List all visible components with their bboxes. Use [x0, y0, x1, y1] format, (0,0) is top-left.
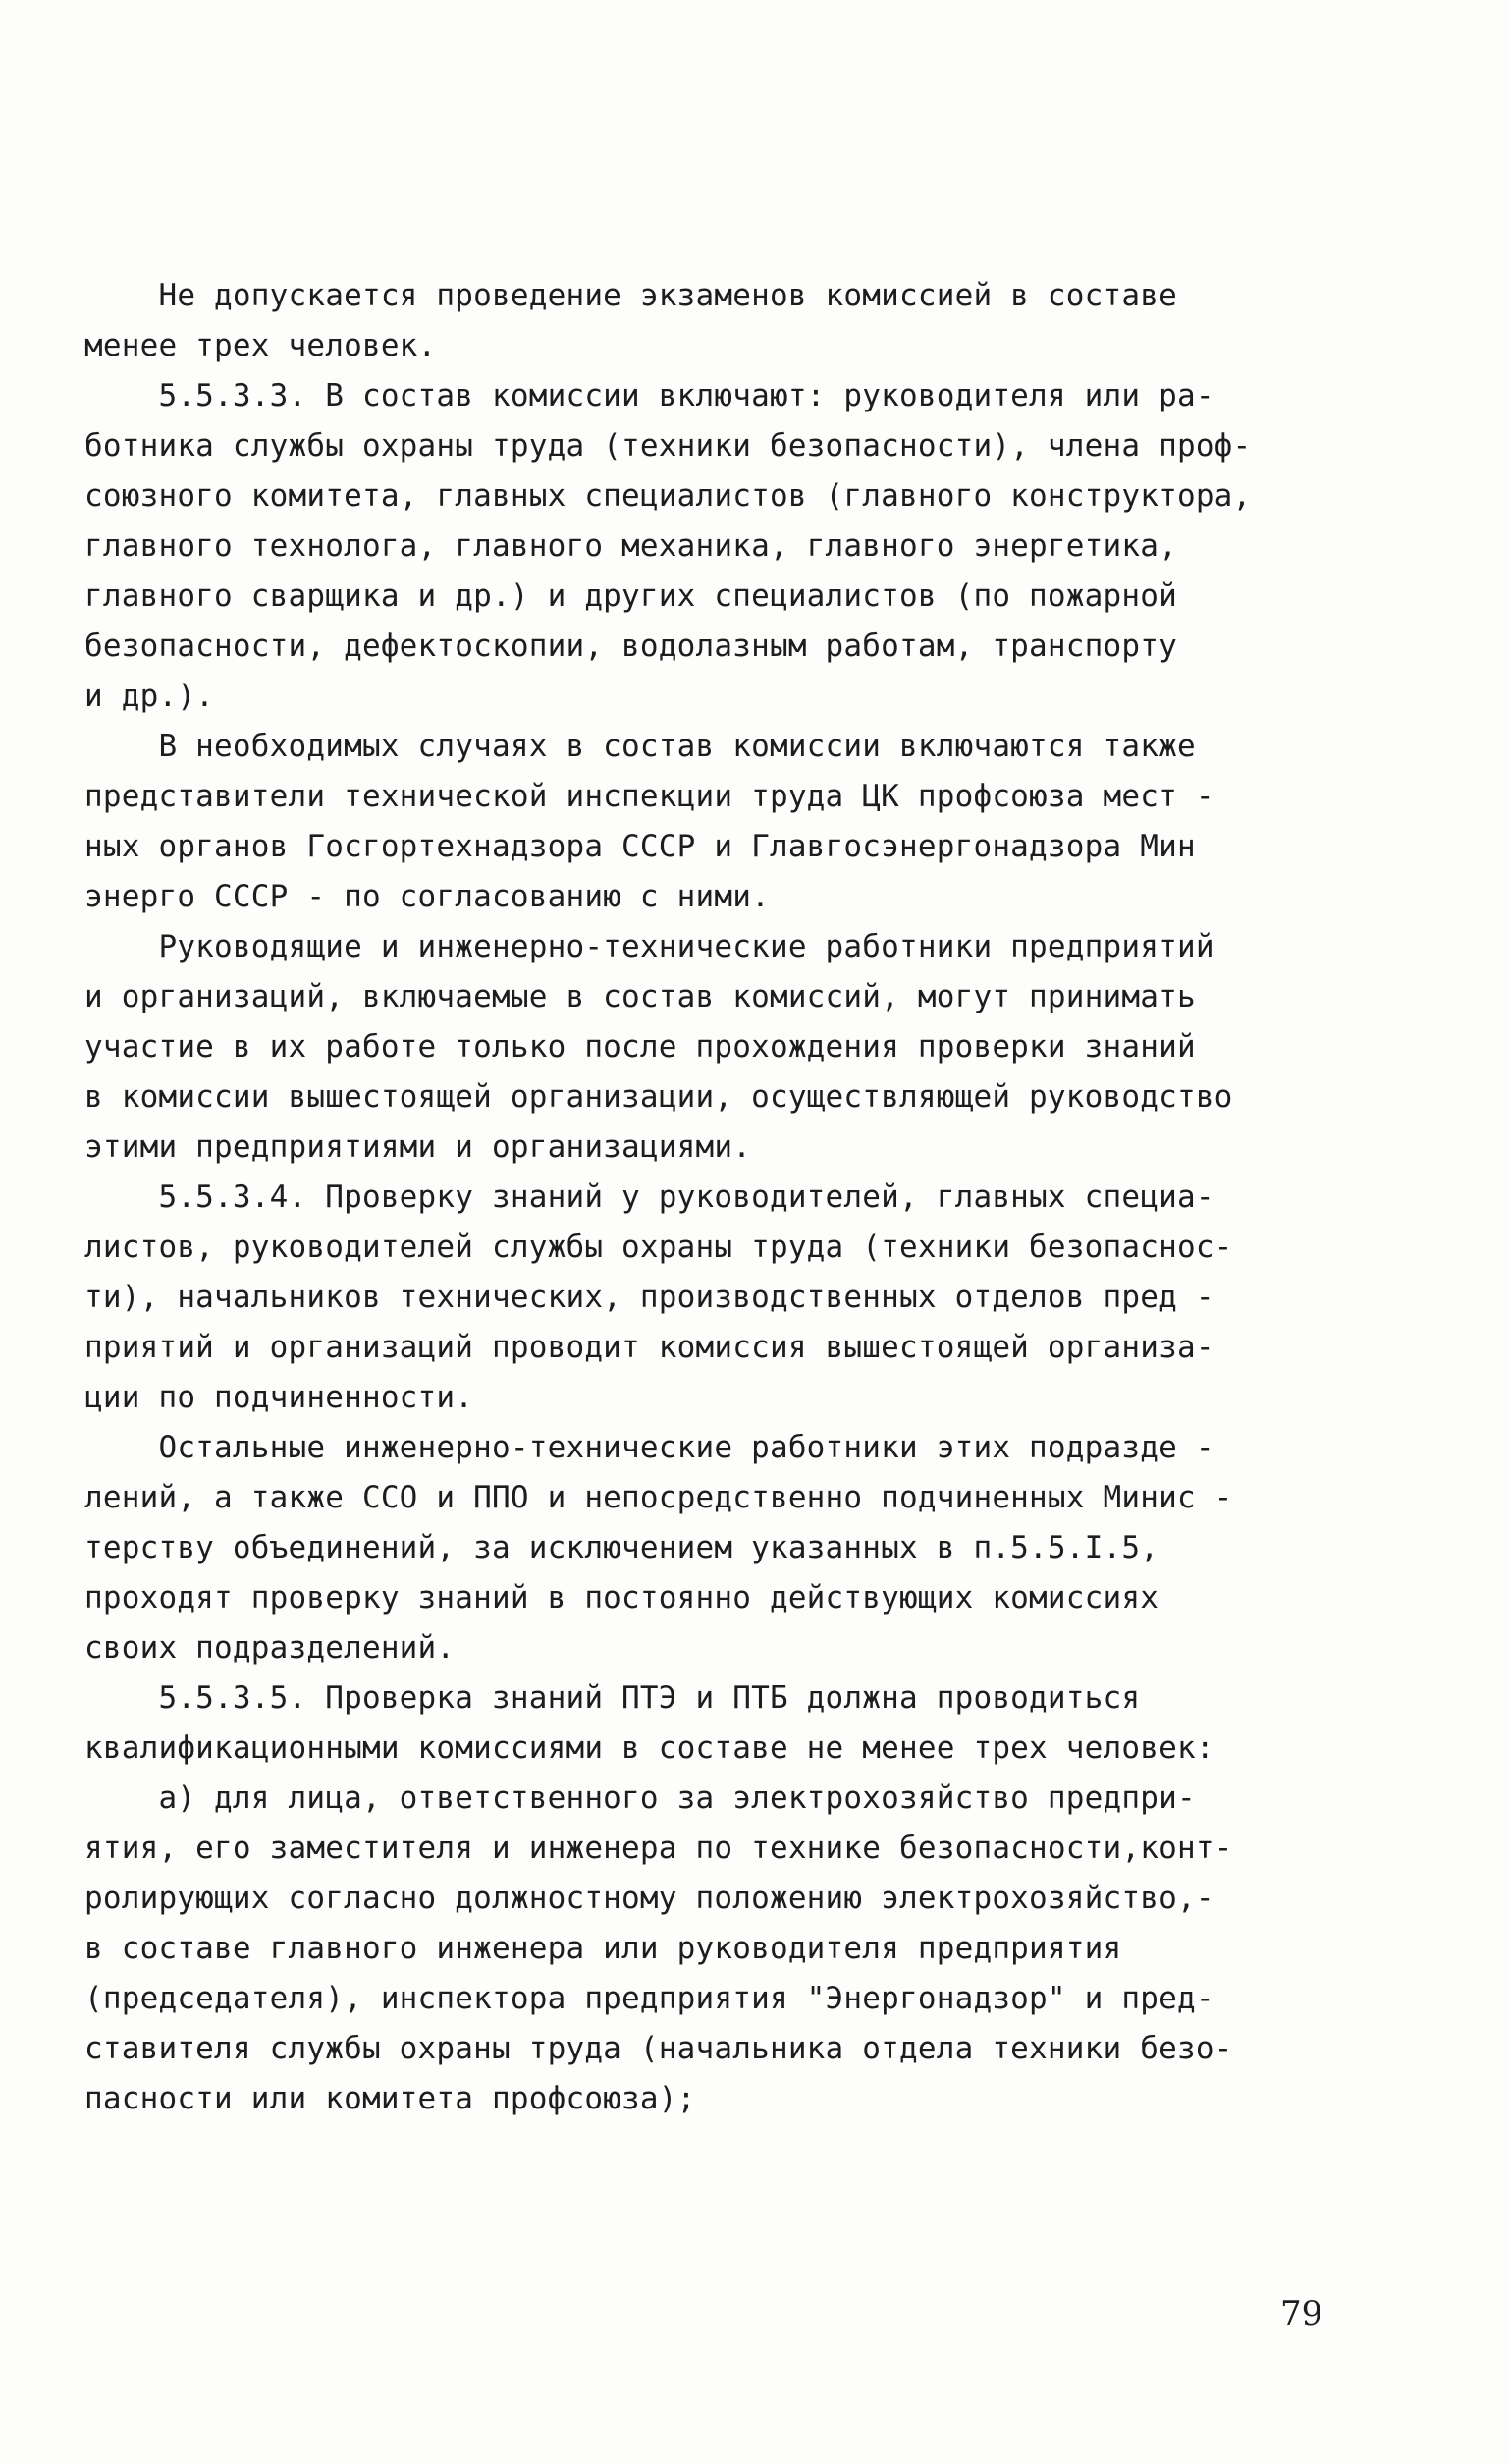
text-line: 5.5.3.5. Проверка знаний ПТЭ и ПТБ должна проводиться	[84, 1680, 1141, 1716]
text-line: этими предприятиями и организациями.	[84, 1129, 752, 1165]
text-line: 5.5.3.3. В состав комиссии включают: руководителя или ра-	[84, 378, 1214, 413]
text-line: и др.).	[84, 679, 215, 714]
text-line: энерго СССР - по согласованию с ними.	[84, 879, 770, 914]
text-line: в комиссии вышестоящей организации, осуществляющей руководство	[84, 1079, 1233, 1115]
text-line: Остальные инженерно-технические работники этих подразде -	[84, 1430, 1214, 1465]
text-line: ролирующих согласно должностному положению электрохозяйство,-	[84, 1881, 1214, 1916]
text-line: квалификационными комиссиями в составе не менее трех человек:	[84, 1730, 1214, 1766]
text-line: ятия, его заместителя и инженера по технике безопасности,конт-	[84, 1831, 1233, 1866]
text-line: пасности или комитета профсоюза);	[84, 2081, 696, 2116]
text-line: своих подразделений.	[84, 1630, 456, 1666]
text-line: представители технической инспекции труда ЦК профсоюза мест -	[84, 779, 1214, 814]
text-line: приятий и организаций проводит комиссия вышестоящей организа-	[84, 1330, 1214, 1365]
text-line: лений, а также ССО и ППО и непосредственно подчиненных Минис -	[84, 1480, 1233, 1515]
text-line: листов, руководителей службы охраны труда (техники безопаснос-	[84, 1230, 1233, 1265]
text-line: участие в их работе только после прохождения проверки знаний	[84, 1029, 1196, 1065]
page-number: 79	[1280, 2294, 1323, 2333]
text-line: Не допускается проведение экзаменов комиссией в составе	[84, 278, 1177, 313]
text-line: ставителя службы охраны труда (начальника отдела техники безо-	[84, 2031, 1233, 2066]
text-line: ных органов Госгортехнадзора СССР и Главгосэнергонадзора Мин	[84, 829, 1196, 864]
text-line: а) для лица, ответственного за электрохозяйство предпри-	[84, 1780, 1196, 1816]
text-line: (председателя), инспектора предприятия "Энергонадзор" и пред-	[84, 1981, 1214, 2016]
text-line: и организаций, включаемые в состав комиссий, могут принимать	[84, 979, 1196, 1014]
text-line: в составе главного инженера или руководителя предприятия	[84, 1931, 1122, 1966]
text-line: В необходимых случаях в состав комиссии включаются также	[84, 729, 1196, 764]
text-line: союзного комитета, главных специалистов (главного конструктора,	[84, 478, 1252, 514]
text-line: главного технолога, главного механика, главного энергетика,	[84, 528, 1177, 564]
text-line: главного сварщика и др.) и других специалистов (по пожарной	[84, 578, 1177, 614]
text-line: Руководящие и инженерно-технические работники предприятий	[84, 929, 1214, 964]
text-line: проходят проверку знаний в постоянно действующих комиссиях	[84, 1580, 1159, 1615]
text-line: ботника службы охраны труда (техники безопасности), члена проф-	[84, 428, 1252, 464]
text-line: ции по подчиненности.	[84, 1380, 474, 1415]
text-line: менее трех человек.	[84, 328, 437, 363]
text-line: ти), начальников технических, производственных отделов пред -	[84, 1280, 1214, 1315]
text-line: безопасности, дефектоскопии, водолазным работам, транспорту	[84, 629, 1177, 664]
text-line: терству объединений, за исключением указанных в п.5.5.I.5,	[84, 1530, 1159, 1565]
text-line: 5.5.3.4. Проверку знаний у руководителей, главных специа-	[84, 1179, 1214, 1215]
body-text	[84, 271, 1361, 2124]
